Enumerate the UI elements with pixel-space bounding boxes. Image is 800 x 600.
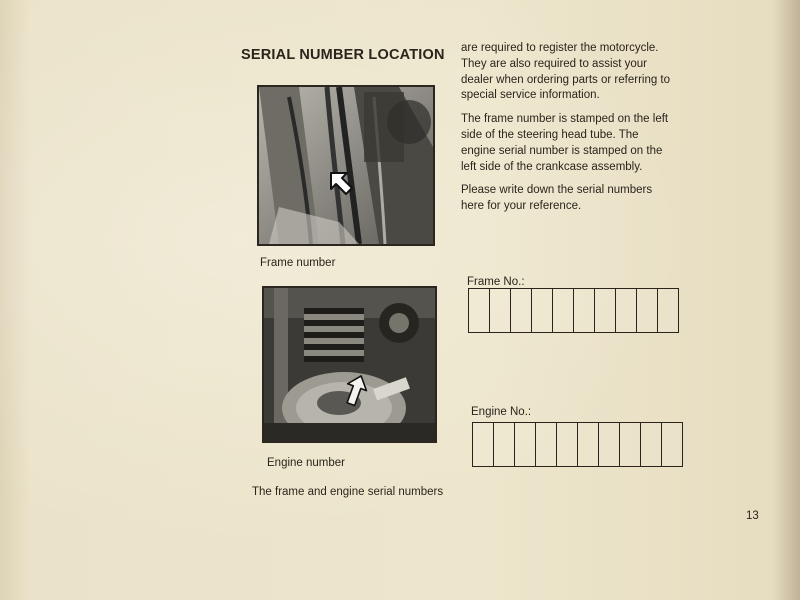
frame-photo-illustration	[259, 87, 433, 244]
engine-number-caption: Engine number	[267, 457, 345, 469]
frame-no-digit-box[interactable]	[595, 289, 616, 332]
arrow-up-left-icon	[327, 169, 357, 199]
body-text	[461, 41, 676, 223]
figure-caption: The frame and engine serial numbers	[252, 486, 444, 498]
engine-no-digit-box[interactable]	[494, 423, 515, 466]
arrow-up-icon	[344, 373, 368, 407]
frame-no-digit-box[interactable]	[658, 289, 678, 332]
engine-no-digit-box[interactable]	[620, 423, 641, 466]
engine-no-digit-box[interactable]	[473, 423, 494, 466]
engine-no-digit-box[interactable]	[536, 423, 557, 466]
frame-no-digit-box[interactable]	[532, 289, 553, 332]
section-title: SERIAL NUMBER LOCATION	[241, 47, 445, 63]
frame-number-photo	[257, 85, 435, 246]
engine-no-boxes[interactable]	[472, 422, 683, 467]
engine-no-digit-box[interactable]	[578, 423, 599, 466]
frame-no-label: Frame No.:	[467, 276, 525, 288]
engine-number-photo	[262, 286, 437, 443]
frame-no-digit-box[interactable]	[490, 289, 511, 332]
paragraph-registration: are required to register the motorcycle. They are also required to assist your dealer when ordering parts or referring to special service information.	[461, 42, 671, 102]
paragraph-write-down: Please write down the serial numbers here for your reference.	[461, 184, 653, 213]
paragraph-stamp-locations: The frame number is stamped on the left side of the steering head tube. The engine serial number is stamped on the left side of the crankcase assembly.	[461, 113, 669, 173]
engine-no-digit-box[interactable]	[515, 423, 536, 466]
engine-no-digit-box[interactable]	[662, 423, 682, 466]
frame-no-digit-box[interactable]	[553, 289, 574, 332]
frame-no-digit-box[interactable]	[511, 289, 532, 332]
frame-number-caption: Frame number	[260, 257, 336, 269]
engine-no-digit-box[interactable]	[599, 423, 620, 466]
engine-no-digit-box[interactable]	[641, 423, 662, 466]
frame-no-digit-box[interactable]	[616, 289, 637, 332]
frame-no-digit-box[interactable]	[469, 289, 490, 332]
frame-no-digit-box[interactable]	[574, 289, 595, 332]
frame-no-digit-box[interactable]	[637, 289, 658, 332]
engine-no-label: Engine No.:	[471, 406, 532, 418]
engine-no-digit-box[interactable]	[557, 423, 578, 466]
page-number: 13	[746, 510, 759, 522]
frame-no-boxes[interactable]	[468, 288, 679, 333]
engine-photo-illustration	[264, 288, 435, 441]
